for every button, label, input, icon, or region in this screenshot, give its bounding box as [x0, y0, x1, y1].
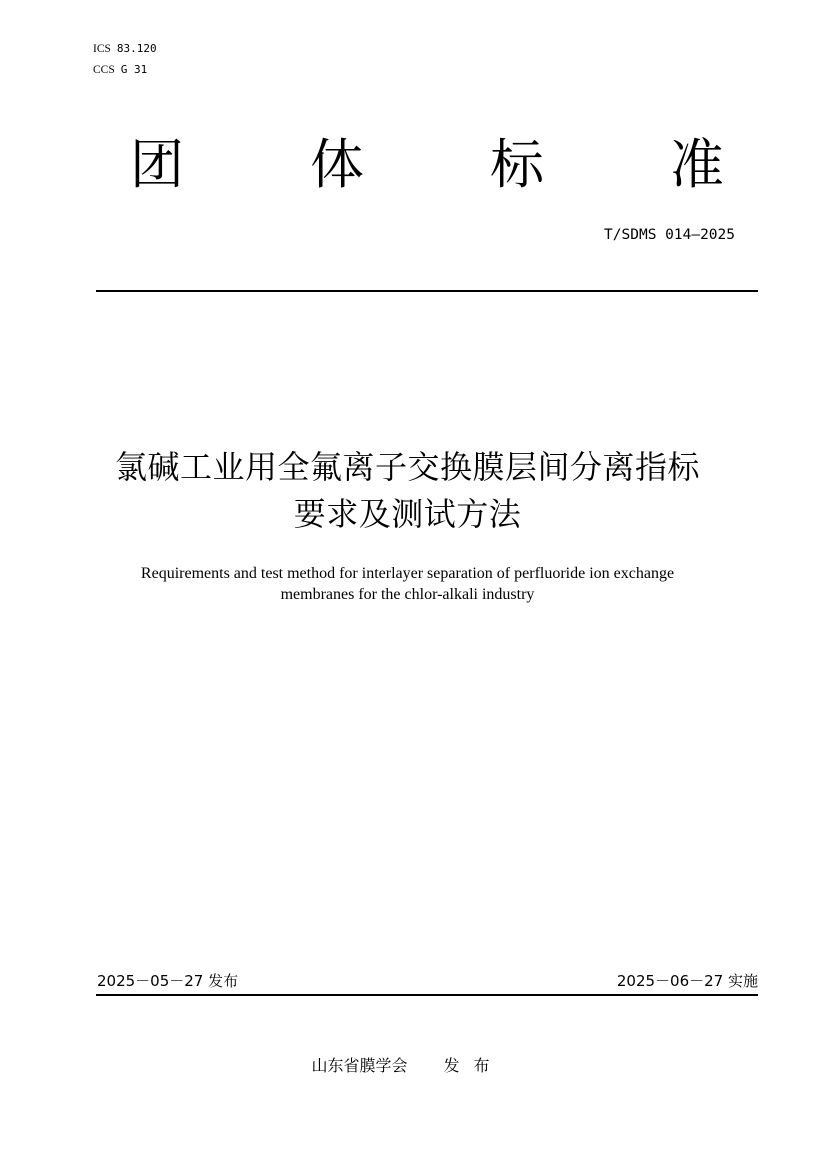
publisher-org: 山东省膜学会 [311, 1056, 408, 1075]
ics-label: ICS [93, 43, 111, 55]
standard-type-char-2: 体 [310, 133, 364, 196]
ics-value: 83.120 [116, 42, 157, 55]
issue-date: 2025－05－27 发布 [97, 972, 239, 990]
publisher-line [0, 1053, 815, 1076]
english-title-line-1: Requirements and test method for interlayer separation of perfluoride ion exchange [140, 565, 675, 582]
standard-type-char-4: 准 [670, 133, 724, 196]
ics-classification [93, 41, 157, 56]
english-title [80, 563, 735, 605]
ccs-label: CCS [93, 64, 115, 76]
standard-type-heading [0, 132, 815, 202]
english-title-line-2: membranes for the chlor-alkali industry [280, 586, 535, 603]
publisher-verb: 发布 [443, 1056, 504, 1075]
implementation-date: 2025－06－27 实施 [616, 972, 758, 990]
standard-code: T/SDMS 014—2025 [604, 227, 735, 243]
standard-type-char-1: 团 [130, 133, 184, 196]
chinese-title-line-1: 氯碱工业用全氟离子交换膜层间分离指标 [114, 448, 700, 486]
ccs-value: G 31 [120, 63, 148, 76]
chinese-title-line-2: 要求及测试方法 [293, 495, 522, 533]
header-divider [96, 290, 758, 292]
ccs-classification [93, 62, 147, 77]
chinese-title [60, 444, 755, 538]
standard-type-char-3: 标 [490, 133, 544, 196]
footer-divider [96, 994, 758, 996]
